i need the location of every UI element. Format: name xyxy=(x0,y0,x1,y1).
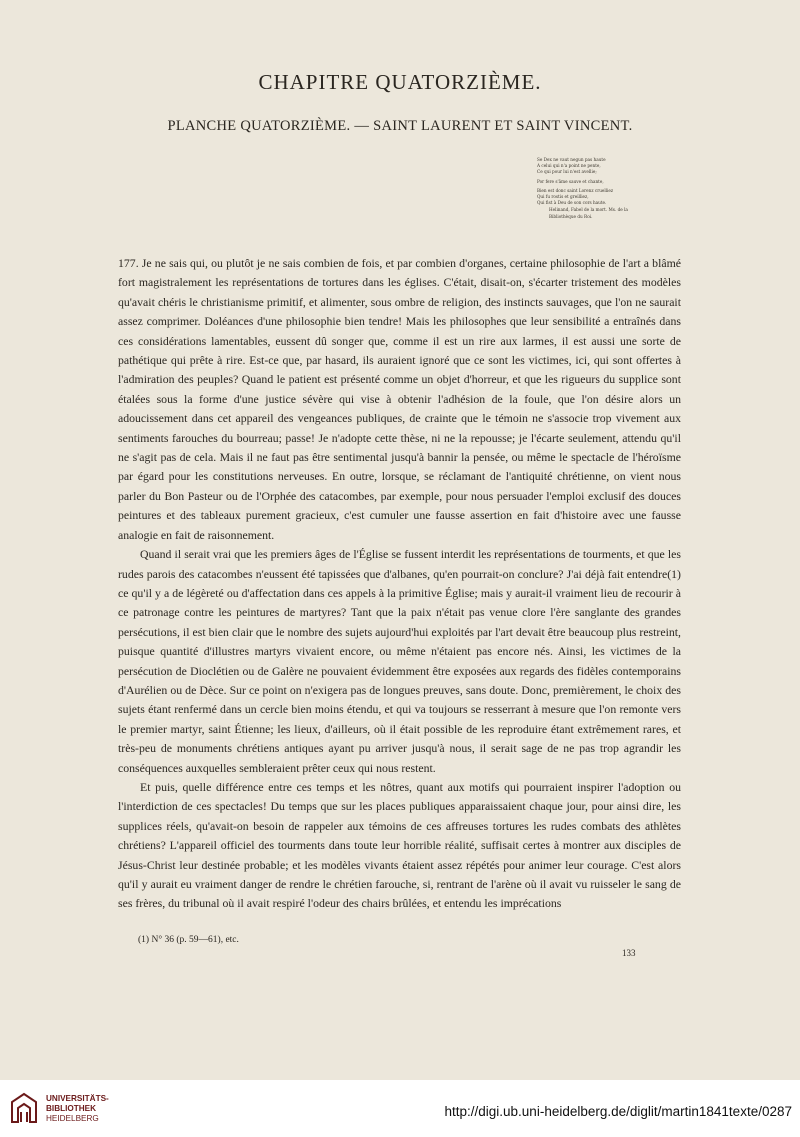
epigraph-line: Qui fist à Deu de son cors haute. xyxy=(537,200,607,206)
plate-title: PLANCHE QUATORZIÈME. — SAINT LAURENT ET SAINT VINCENT. xyxy=(167,118,633,134)
library-name-line: BIBLIOTHEK xyxy=(46,1104,97,1113)
library-logo-icon xyxy=(8,1092,40,1126)
epigraph-line: Qui fu rostis et greilliez, xyxy=(537,194,589,200)
epigraph-line: Por fere s'âme sauve et chante, xyxy=(537,178,604,184)
paragraph: 177. Je ne sais qui, ou plutôt je ne sais combien de fois, et par combien d'organes, certaine philosophie de l'art a blâmé fort magistralement les représentations de tortures dans les églises. C'était, disait-on, s'écarter tristement des modèles qu'avait chéris le christianisme primitif, et alimenter, sous ombre de religion, des instincts sauvages, que l'on ne saurait assez comprimer. Doléances d'une philosophie bien tendre! Mais les philosophes que leur sensibilité a entraînés dans ces considérations lamentables, eussent dû songer que, comme il est un rire aux larmes, il est aussi une sorte de pathétique qui prête à rire. Est-ce que, par hasard, ils auraient ignoré que ce sont les victimes, ici, qui sont offertes à l'admiration des peuples? Quand le patient est présenté comme un objet d'horreur, et que les rigueurs du supplice sont étalées sous la forme d'une justice sévère qui vise à obtenir l'adhésion de la foule, que l'on désire alors un adoucissement dans cet appareil des vengeances publiques, de crainte que le témoin ne s'associe trop vivement aux sentiments farouches du bourreau; passe! Je n'adopte cette thèse, ni ne la repousse; je l'écarte seulement, attendu qu'il ne s'agit pas de cela. Mais il ne faut pas être sentimental jusqu'à bannir la pensée, ou même le spectacle de l'héroïsme par égard pour les constitutions nerveuses. En outre, lorsque, se réclamant de l'antiquité chrétienne, on vient nous parler du Bon Pasteur ou de l'Orphée des catacombes, par exemple, pour nous persuader l'emploi exclusif des douces peintures et des tableaux purement gracieux, c'est cumuler une fausse assertion en fait d'histoire avec une fausse analogie en fait de raisonnement. xyxy=(118,256,681,542)
chapter-title: CHAPITRE QUATORZIÈME. xyxy=(258,70,542,94)
source-url-link[interactable]: http://digi.ub.uni-heidelberg.de/diglit/martin1841texte/0287 xyxy=(444,1104,792,1119)
epigraph xyxy=(537,157,637,220)
library-name xyxy=(46,1094,109,1124)
epigraph-source: Helinand, Fabel de la mort. Ms. de la Bibliothèque du Roi. xyxy=(549,207,628,219)
library-name-line: UNIVERSITÄTS- xyxy=(46,1094,109,1103)
body-text xyxy=(118,254,681,914)
paragraph: Quand il serait vrai que les premiers âges de l'Église se fussent interdit les représentations de tourments, et que les rudes parois des catacombes n'eussent été tapissées que d'albanes, qu'en pourrait-on conclure? J'ai déjà fait entendre(1) ce qu'il y a de légèreté ou d'affectation dans ces appels à la primitive Église; mais y aurait-il vraiment lieu de recourir à ce patronage contre les peintures de martyres? Tant que la paix n'était pas venue clore l'ère sanglante des grandes persécutions, il est bien clair que le nombre des sujets aujourd'hui exploités par l'art devait être beaucoup plus restreint, puisque quantité d'illustres martyrs vivaient encore, ou même n'étaient pas encore nés. Ainsi, les victimes de la persécution de Dioclétien ou de Galère ne pouvaient évidemment être exposées aux regards des fidèles contemporains d'Aurélien ou de Dèce. Sur ce point on n'exigera pas de longues preuves, sans doute. Donc, premièrement, le choix des sujets étant renfermé dans un cercle bien moins étendu, et qui va toujours se resserrant à mesure que l'on remonte vers le premier martyr, saint Étienne; les lieux, d'ailleurs, où il était possible de les reproduire étant extrêmement rares, et très-peu de monuments chrétiens antiques ayant pu arriver jusqu'à nous, il serait sage de ne pas trop agrandir les conséquences auxquelles sembleraient prêter ceux qui nous restent. xyxy=(118,547,681,775)
library-name-line: HEIDELBERG xyxy=(46,1114,99,1123)
epigraph-line: Bien est donc saint Lorenz cruelliez xyxy=(537,187,614,193)
footnote: (1) N° 36 (p. 59—61), etc. xyxy=(138,935,239,945)
epigraph-line: Ce qui pour lui n'est avellie; xyxy=(537,169,597,175)
page-number: 133 xyxy=(622,948,636,958)
epigraph-line: Se Dex ne vaut negun pas haute xyxy=(537,157,606,162)
paragraph: Et puis, quelle différence entre ces temps et les nôtres, quant aux motifs qui pourraient inspirer l'adoption ou l'interdiction de ces spectacles! Du temps que sur les places publiques apparaissaient chaque jour, pour ainsi dire, les supplices réels, qu'avait-on besoin de rappeler aux témoins de ces affreuses tortures les rudes combats des athlètes chrétiens? L'appareil officiel des tourments dans toute leur horrible réalité, suffisait certes à montrer aux disciples de Jésus-Christ leur destinée probable; et les modèles vivants étaient assez répétés pour animer leur courage. C'est alors qu'il y aurait eu vraiment danger de rendre le chrétien farouche, si, rentrant de l'arène où il avait vu ruisseler le sang de ses frères, du tribunal où il avait respiré l'odeur des chairs brûlées, et entendu les imprécations xyxy=(118,779,681,911)
epigraph-line: A celui qui n'a point ne pente, xyxy=(537,163,601,169)
footer-bar xyxy=(0,1080,800,1137)
